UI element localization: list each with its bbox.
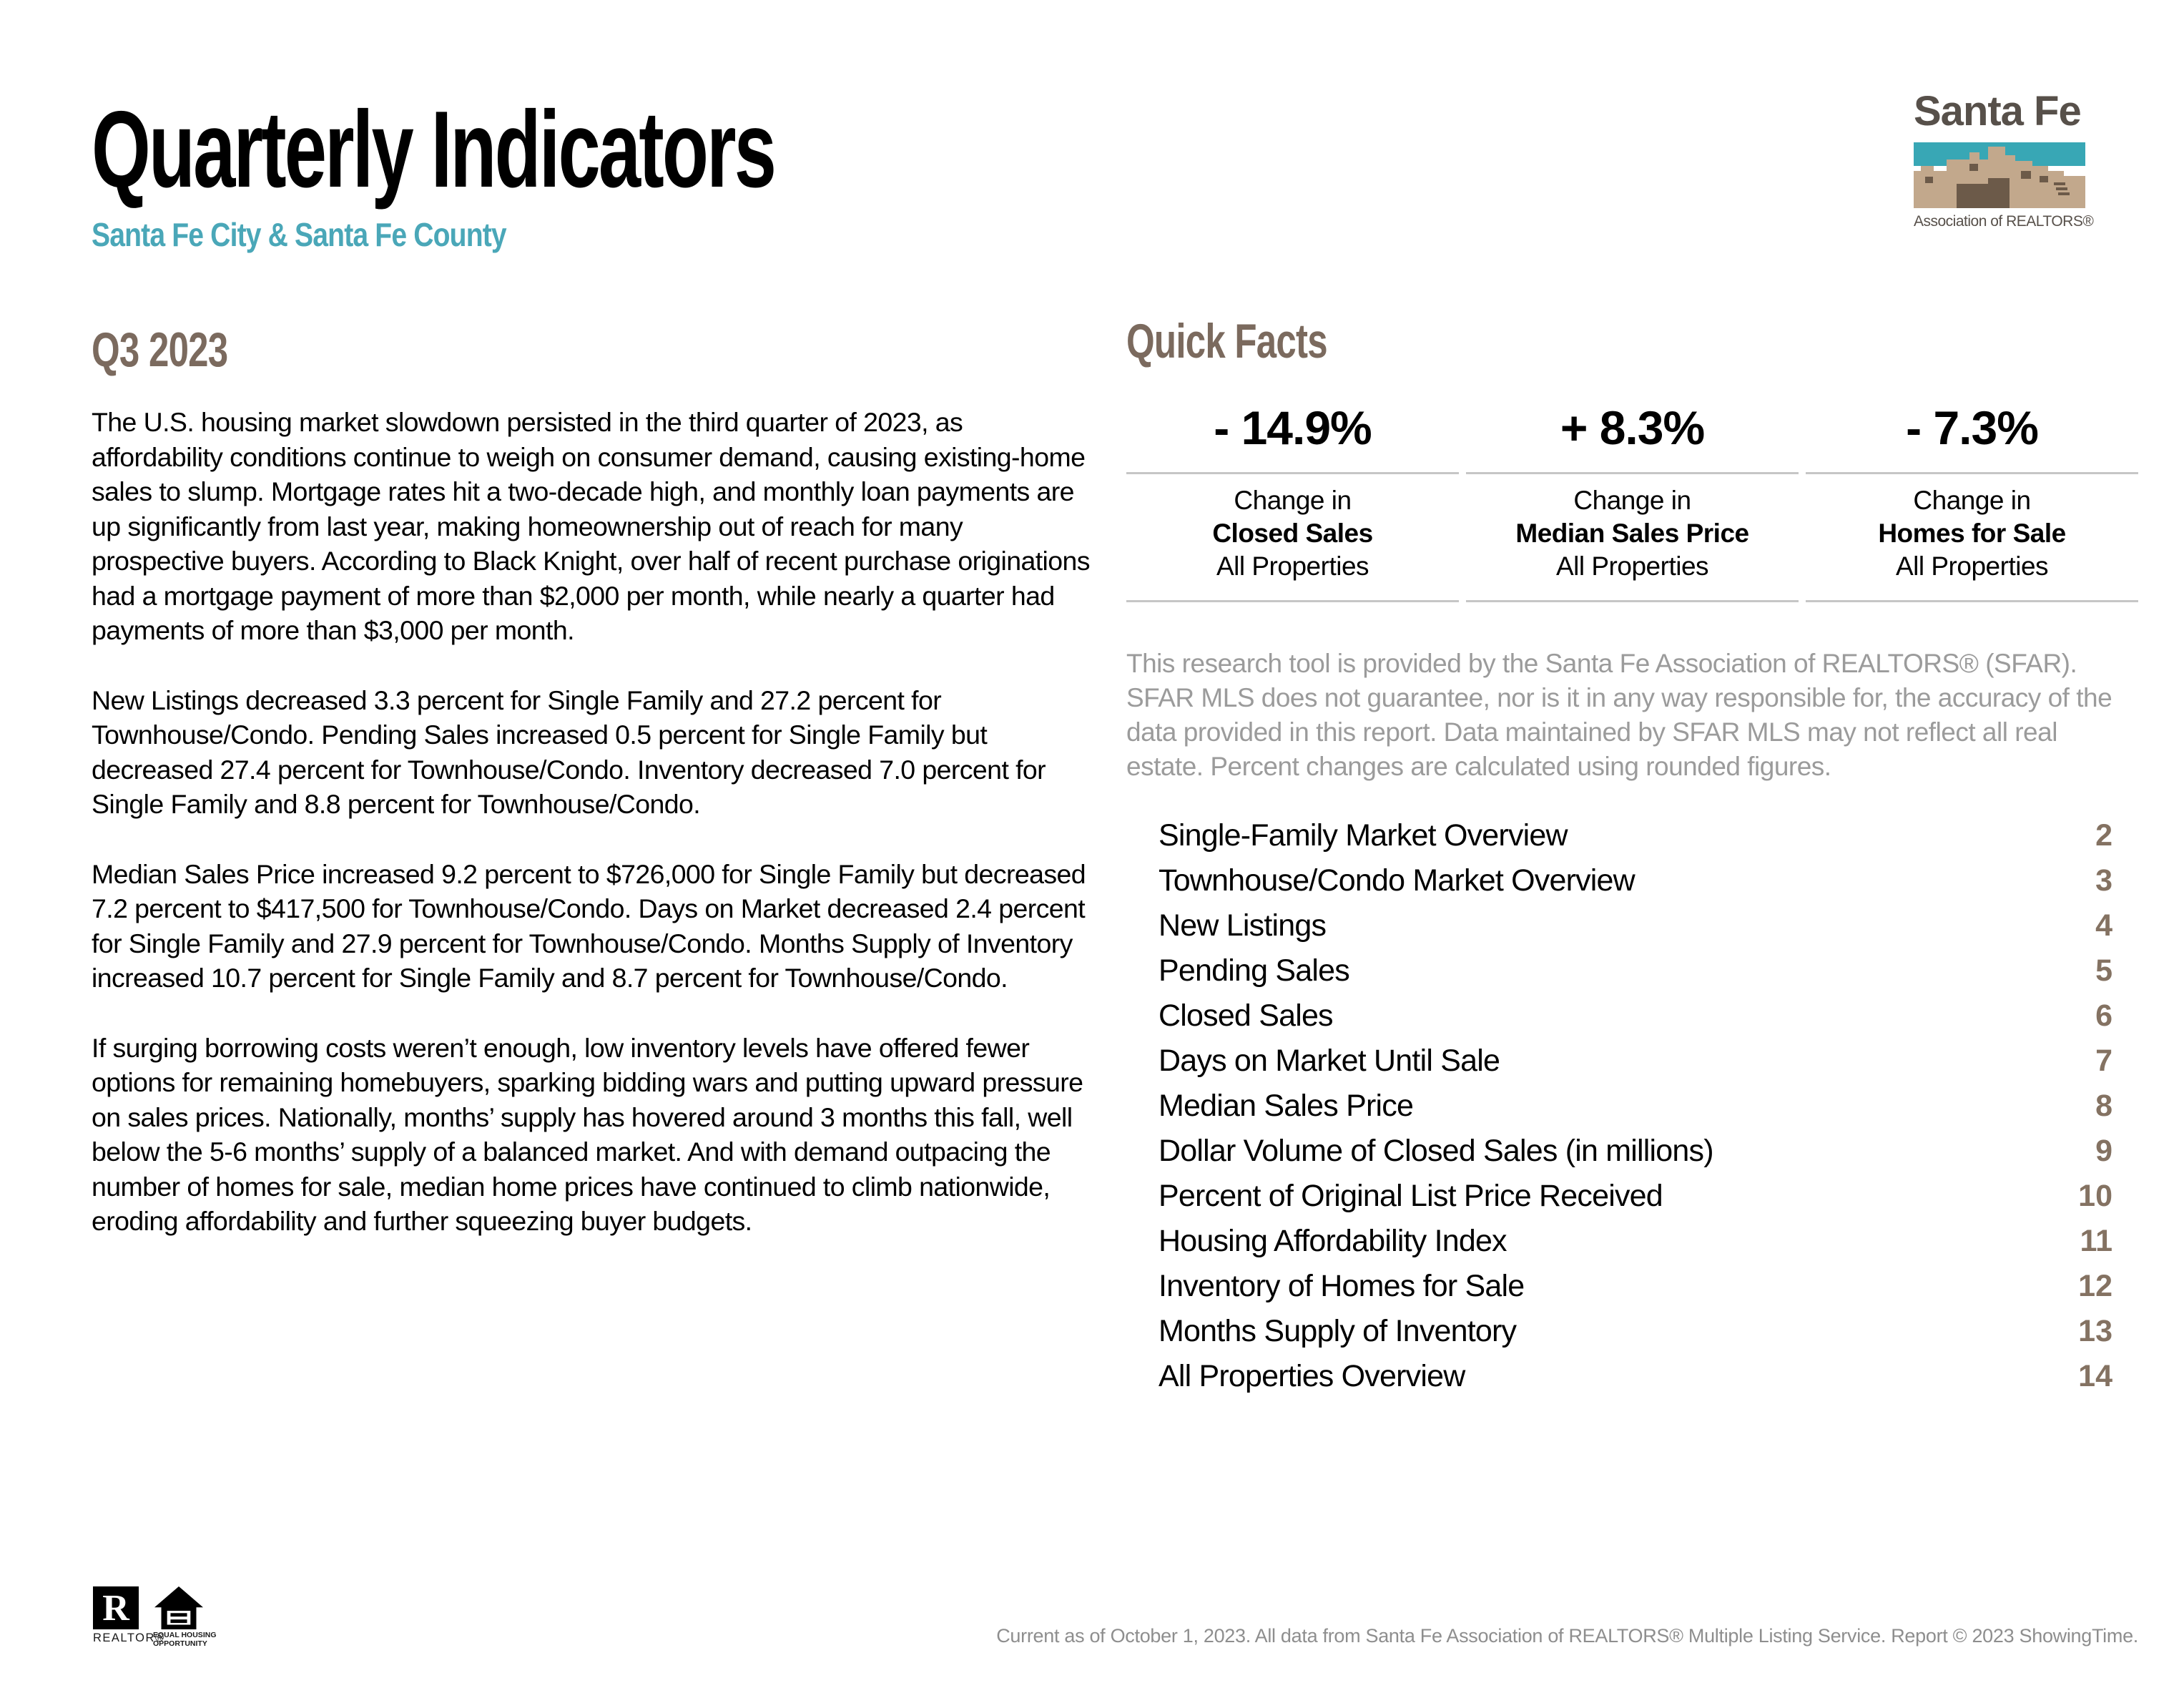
toc-page-number: 4 [2095,908,2112,943]
stat-change-label: Change in [1913,486,2031,515]
toc-item-days-on-market[interactable] [1126,1044,2138,1089]
toc-item-townhouse-condo-overview[interactable] [1126,863,2138,908]
toc-item-dollar-volume[interactable] [1126,1134,2138,1179]
logo-wordmark: Santa Fe [1914,88,2081,134]
stat-homes-for-sale [1806,392,2138,602]
toc-page-number: 10 [2078,1179,2112,1213]
commentary-text [92,405,1091,1239]
toc-label: Single-Family Market Overview [1159,818,1568,853]
equal-housing-label-line1: EQUAL HOUSING [153,1631,217,1639]
page-subtitle: Santa Fe City & Santa Fe County [92,216,506,253]
stat-value: + 8.3% [1560,401,1705,454]
stat-scope: All Properties [1555,551,1709,581]
paragraph-borrowing-costs: If surging borrowing costs weren’t enough, low inventory levels have offered fewer options for remaining homebuyers, sparking bidding wars and putting upward pressure on sales prices. Nationally, months’ supply has hovered around 3 months this fall, well below the 5-6 months’ supply of a balanced market. And with demand outpacing the number of homes for sale, median home prices have continued to climb nationwide, eroding affordability and further squeezing buyer budgets. [92,1032,1083,1236]
stat-scope: All Properties [1895,551,2049,581]
stat-scope: All Properties [1216,551,1369,581]
toc-page-number: 12 [2078,1269,2112,1303]
quick-facts-section [1126,313,2138,1404]
toc-label: Percent of Original List Price Received [1159,1179,1663,1213]
toc-item-closed-sales[interactable] [1126,998,2138,1044]
stat-labels [1806,472,2138,602]
equal-housing-label [153,1631,217,1648]
toc-item-percent-list-price[interactable] [1126,1179,2138,1224]
footer-attribution: Current as of October 1, 2023. All data from Santa Fe Association of REALTORS® Multiple Listing Service. Report © 2023 ShowingTime. [996,1625,2138,1647]
toc-item-new-listings[interactable] [1126,908,2138,953]
stat-value: - 7.3% [1906,401,2038,454]
toc-label: Months Supply of Inventory [1159,1314,1517,1348]
toc-page-number: 2 [2095,818,2112,853]
paragraph-price-dom-supply: Median Sales Price increased 9.2 percent to $726,000 for Single Family but decreased 7.2 percent to $417,500 for Townhouse/Condo. Days on Market decreased 2.4 percent for Single Family and 27.9 percent for Townhouse/Condo. Months Supply of Inventory increased 10.7 percent for Single Family and 8.7 percent for Townhouse/Condo. [92,858,1086,993]
toc-item-single-family-overview[interactable] [1126,818,2138,863]
equal-housing-label-line2: OPPORTUNITY [153,1639,207,1648]
equal-housing-logo [153,1586,217,1648]
stat-labels [1466,472,1799,602]
toc-label: Housing Affordability Index [1159,1224,1507,1258]
toc-page-number: 7 [2095,1044,2112,1078]
toc-label: All Properties Overview [1159,1359,1465,1393]
toc-page-number: 5 [2095,953,2112,988]
santa-fe-association-logo [1914,87,2094,230]
toc-item-affordability-index[interactable] [1126,1224,2138,1269]
realtor-label: REALTOR® [93,1631,165,1644]
stat-value: - 14.9% [1214,401,1372,454]
toc-label: Median Sales Price [1159,1089,1414,1123]
paragraph-listings-pending-inventory: New Listings decreased 3.3 percent for Single Family and 27.2 percent for Townhouse/Condo. Pending Sales increased 0.5 percent for Single Family but decreased 27.4 percent for Townhouse/Condo. Inventory decreased 7.0 percent for Single Family and 8.8 percent for Townhouse/Condo. [92,684,1046,819]
stat-change-label: Change in [1234,486,1352,515]
toc-label: Closed Sales [1159,998,1333,1033]
toc-label: Dollar Volume of Closed Sales (in millions) [1159,1134,1713,1168]
stat-median-sales-price [1466,392,1799,602]
toc-label: New Listings [1159,908,1327,943]
toc-item-months-supply[interactable] [1126,1314,2138,1359]
quarter-heading: Q3 2023 [92,323,228,377]
disclaimer-text: This research tool is provided by the Santa Fe Association of REALTORS® (SFAR). SFAR MLS does not guarantee, nor is it in any way responsible for, the accuracy of the data provided in this report. Data maintained by SFAR MLS may not reflect all real estate. Percent changes are calculated using rounded figures. [1126,649,2112,781]
toc-label: Pending Sales [1159,953,1349,988]
stat-metric: Median Sales Price [1515,519,1749,548]
toc-page-number: 11 [2080,1224,2112,1258]
toc-label: Days on Market Until Sale [1159,1044,1500,1078]
toc-page-number: 8 [2095,1089,2112,1123]
stat-closed-sales [1126,392,1459,602]
toc-item-median-sales-price[interactable] [1126,1089,2138,1134]
toc-item-all-properties-overview[interactable] [1126,1359,2138,1404]
toc-item-inventory[interactable] [1126,1269,2138,1314]
realtor-logo [93,1586,165,1645]
commentary-section [92,322,1091,1239]
quick-facts-heading: Quick Facts [1126,314,1327,368]
stat-metric: Homes for Sale [1878,519,2066,548]
page-title: Quarterly Indicators [92,89,775,210]
toc-page-number: 14 [2078,1359,2112,1393]
toc-page-number: 9 [2095,1134,2112,1168]
toc-item-pending-sales[interactable] [1126,953,2138,998]
toc-label: Townhouse/Condo Market Overview [1159,863,1635,898]
report-header [92,89,1067,254]
toc-page-number: 13 [2078,1314,2112,1348]
equal-housing-icon [154,1586,203,1629]
toc-label: Inventory of Homes for Sale [1159,1269,1525,1303]
footer-logos [93,1586,217,1648]
logo-tagline: Association of REALTORS® [1914,213,2094,230]
paragraph-market-slowdown: The U.S. housing market slowdown persisted in the third quarter of 2023, as affordability conditions continue to weigh on consumer demand, causing existing-home sales to slump. Mortgage rates hit a two-decade high, and monthly loan payments are up significantly from last year, making homeownership out of reach for many prospective buyers. According to Black Knight, over half of recent purchase originations had a mortgage payment of more than $2,000 per month, while nearly a quarter had payments of more than $3,000 per month. [92,407,1090,645]
toc-page-number: 3 [2095,863,2112,898]
adobe-pueblo-icon [1914,142,2085,208]
stat-metric: Closed Sales [1212,519,1373,548]
quick-facts-grid [1126,392,2138,602]
stat-labels [1126,472,1459,602]
realtor-r-icon: R [93,1586,139,1629]
toc-page-number: 6 [2095,998,2112,1033]
table-of-contents [1126,818,2138,1404]
stat-change-label: Change in [1573,486,1691,515]
